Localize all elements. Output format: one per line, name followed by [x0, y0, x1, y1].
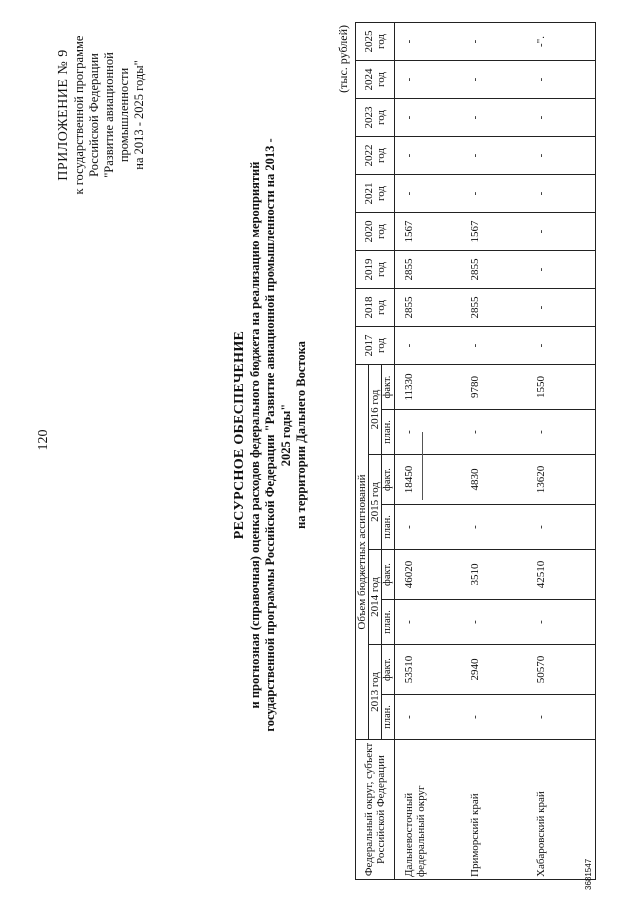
table-cell: - — [461, 175, 527, 213]
table-cell: 13620 — [527, 455, 596, 505]
row-subject-name: Хабаровский край — [527, 740, 596, 880]
table-cell: - — [461, 61, 527, 99]
title-line: на территории Дальнего Востока — [294, 341, 308, 529]
document-stamp-number: 3681547 — [584, 858, 593, 890]
table-cell: - — [527, 61, 596, 99]
table-cell: 2940 — [461, 645, 527, 695]
table-cell: 9780 — [461, 365, 527, 410]
row-subject-name: Приморский край — [461, 740, 527, 880]
table-row — [527, 23, 596, 880]
table-row — [395, 23, 462, 880]
table-cell: - — [527, 410, 596, 455]
plan-header: план. — [382, 695, 395, 740]
table-cell: 18450 — [395, 455, 462, 505]
table-cell: - — [461, 410, 527, 455]
table-cell: - — [395, 600, 462, 645]
table-row — [461, 23, 527, 880]
resource-table — [355, 22, 596, 880]
year-header: 2017 год — [356, 327, 395, 365]
table-cell: - — [461, 137, 527, 175]
table-cell: - — [395, 137, 462, 175]
table-cell: - — [527, 137, 596, 175]
appendix-heading: ПРИЛОЖЕНИЕ № 9 — [56, 49, 71, 181]
fact-header: факт. — [382, 365, 395, 410]
table-cell: - — [461, 99, 527, 137]
table-cell: 2855 — [395, 251, 462, 289]
title-line: и прогнозная (справочная) оценка расходов федерального бюджета на реализацию мероприятий — [247, 161, 262, 709]
subject-header: Федеральный округ, субъект Российской Федерации — [356, 740, 395, 880]
table-body — [395, 23, 596, 880]
row-subject-name: Дальневосточный федеральный округ — [395, 740, 462, 880]
table-cell: 4830 — [461, 455, 527, 505]
volume-header: Объем бюджетных ассигнований — [356, 365, 369, 740]
fact-header: факт. — [382, 645, 395, 695]
table-cell: - — [395, 505, 462, 550]
year-header: 2025 год — [356, 23, 395, 61]
year-header: 2018 год — [356, 289, 395, 327]
plan-header: план. — [382, 600, 395, 645]
table-cell: 1567 — [461, 213, 527, 251]
year-header: 2019 год — [356, 251, 395, 289]
table-cell: - — [527, 600, 596, 645]
year-header: 2021 год — [356, 175, 395, 213]
appendix-line: "Развитие авиационной — [102, 52, 116, 178]
year-header: 2023 год — [356, 99, 395, 137]
table-cell: - — [395, 410, 462, 455]
table-cell: - — [527, 175, 596, 213]
table-cell: 2855 — [461, 289, 527, 327]
document-title — [232, 125, 310, 745]
table-cell: 50570 — [527, 645, 596, 695]
table-cell: - — [395, 61, 462, 99]
table-cell: 42510 — [527, 550, 596, 600]
table-cell: - — [395, 695, 462, 740]
table-cell: - — [461, 695, 527, 740]
separator-line — [422, 432, 423, 500]
table-cell: - — [461, 600, 527, 645]
table-cell: - — [395, 99, 462, 137]
appendix-line: промышленности — [117, 67, 131, 163]
year-header: 2015 год — [369, 455, 382, 550]
table-cell: 1567 — [395, 213, 462, 251]
table-cell: - — [527, 327, 596, 365]
title-main: РЕСУРСНОЕ ОБЕСПЕЧЕНИЕ — [232, 330, 247, 540]
year-header: 2020 год — [356, 213, 395, 251]
appendix-line: к государственной программе — [72, 35, 86, 195]
table-cell: - — [395, 23, 462, 61]
table-cell: 3510 — [461, 550, 527, 600]
table-cell: 11330 — [395, 365, 462, 410]
table-cell: - — [395, 175, 462, 213]
plan-header: план. — [382, 505, 395, 550]
table-cell: - — [527, 505, 596, 550]
table-cell: - — [395, 327, 462, 365]
units-label: (тыс. рублей) — [336, 25, 350, 93]
appendix-block — [56, 15, 147, 215]
year-header: 2014 год — [369, 550, 382, 645]
table-cell: - — [527, 251, 596, 289]
table-cell: - — [461, 23, 527, 61]
appendix-line: Российской Федерации — [87, 53, 101, 177]
table-cell: 1550 — [527, 365, 596, 410]
table-cell: - — [461, 505, 527, 550]
table-cell: 53510 — [395, 645, 462, 695]
page-number: 120 — [36, 429, 51, 451]
year-header: 2013 год — [369, 645, 382, 740]
table-cell: 46020 — [395, 550, 462, 600]
table-cell: - — [461, 327, 527, 365]
table-cell: - — [527, 695, 596, 740]
plan-header: план. — [382, 410, 395, 455]
fact-header: факт. — [382, 550, 395, 600]
appendix-line: на 2013 - 2025 годы" — [132, 60, 146, 170]
table-cell: -". — [527, 23, 596, 61]
year-header: 2024 год — [356, 61, 395, 99]
table-cell: - — [527, 99, 596, 137]
year-header: 2022 год — [356, 137, 395, 175]
title-line: государственной программы Российской Федерации "Развитие авиационной промышленности на 2013 - 2025 годы" — [263, 138, 293, 732]
fact-header: факт. — [382, 455, 395, 505]
table-cell: 2855 — [461, 251, 527, 289]
year-header: 2016 год — [369, 365, 382, 455]
table-cell: - — [527, 289, 596, 327]
table-cell: - — [527, 213, 596, 251]
table-cell: 2855 — [395, 289, 462, 327]
